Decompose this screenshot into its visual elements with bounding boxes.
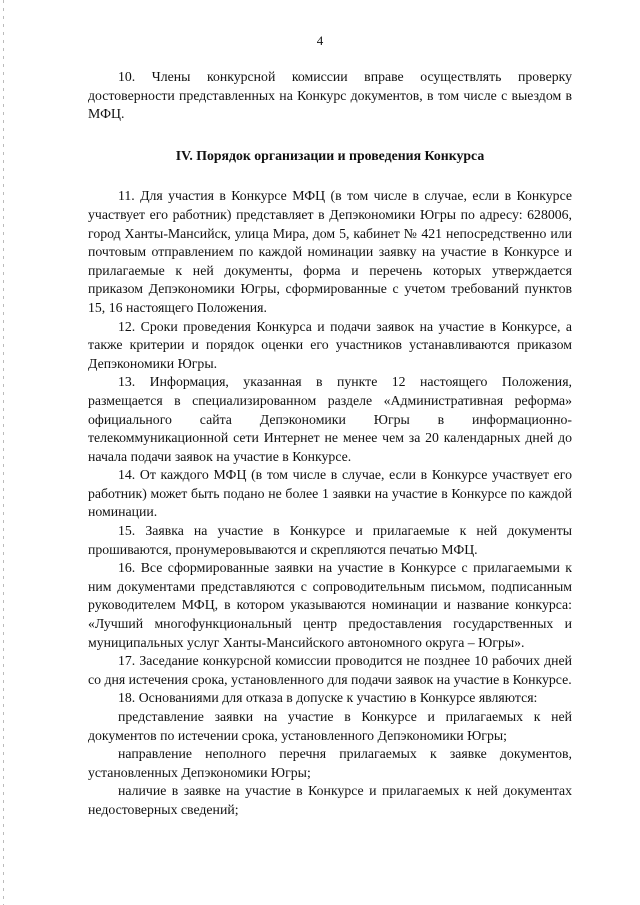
paragraph-11: 11. Для участия в Конкурсе МФЦ (в том числе в случае, если в Конкурсе участвует его работник) представляет в Депэкономики Югры по адресу: 628006, город Ханты-Мансийск, улица Мира, дом 5, кабинет № 421 непосредственно или почтовым отправлением по каждой номинации заявку на участие в Конкурсе и прилагаемые к ней документы, форма и перечень которых утверждается приказом Депэкономики Югры, сформированные с учетом требований пунктов 15, 16 настоящего Положения. (88, 188, 572, 315)
page-number: 4 (316, 33, 324, 48)
paragraph-18-item-3: наличие в заявке на участие в Конкурсе и прилагаемых к ней документах недостоверных сведений; (88, 783, 572, 817)
paragraph-10: 10. Члены конкурсной комиссии вправе осуществлять проверку достоверности представленных на Конкурс документов, в том числе с выездом в МФЦ. (88, 69, 572, 122)
scan-edge-line (3, 0, 4, 905)
section-heading: IV. Порядок организации и проведения Конкурса (175, 147, 485, 163)
paragraph-14: 14. От каждого МФЦ (в том числе в случае, если в Конкурсе участвует его работник) может быть подано не более 1 заявки на участие в Конкурсе по каждой номинации. (88, 467, 572, 520)
document-body (88, 68, 572, 820)
paragraph-13: 13. Информация, указанная в пункте 12 настоящего Положения, размещается в специализированном разделе «Административная реформа» официального сайта Депэкономики Югры в информационно-телекоммуникационной сети Интернет не менее чем за 20 календарных дней до начала подачи заявок на участие в Конкурсе. (88, 374, 572, 464)
paragraph-16: 16. Все сформированные заявки на участие в Конкурсе с прилагаемыми к ним документами представляются с сопроводительным письмом, подписанным руководителем МФЦ, в котором указываются номинации и название конкурса: «Лучший многофункциональный центр предоставления государственных и муниципальных услуг Ханты-Мансийского автономного округа – Югры». (88, 560, 572, 650)
paragraph-17: 17. Заседание конкурсной комиссии проводится не позднее 10 рабочих дней со дня истечения срока, установленного для подачи заявок на участие в Конкурсе. (88, 653, 572, 687)
paragraph-18: 18. Основаниями для отказа в допуске к участию в Конкурсе являются: (118, 690, 538, 706)
paragraph-18-item-2: направление неполного перечня прилагаемых к заявке документов, установленных Депэкономики Югры; (88, 746, 572, 780)
paragraph-18-item-1: представление заявки на участие в Конкурсе и прилагаемых к ней документов по истечении срока, установленного Депэкономики Югры; (88, 709, 572, 743)
paragraph-15: 15. Заявка на участие в Конкурсе и прилагаемые к ней документы прошиваются, пронумеровываются и скрепляются печатью МФЦ. (88, 523, 572, 557)
paragraph-12: 12. Сроки проведения Конкурса и подачи заявок на участие в Конкурсе, а также критерии и порядок оценки его участников устанавливаются приказом Депэкономики Югры. (88, 318, 572, 371)
